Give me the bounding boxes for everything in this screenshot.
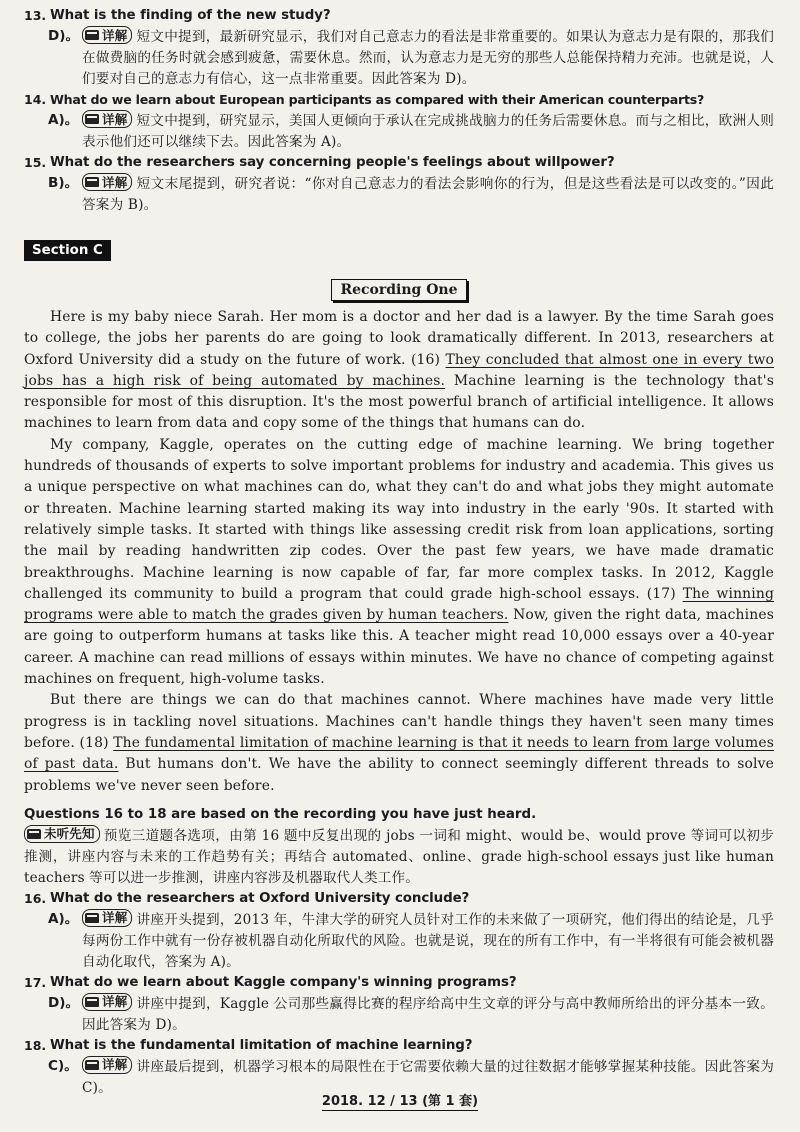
text-run: But humans don't. We have the ability to connect seemingly different threads to solve problems we've never seen before.	[24, 756, 774, 794]
question-number: 15.	[24, 155, 47, 170]
section-label: Section C	[24, 240, 111, 261]
explanation	[82, 909, 774, 973]
question-number: 13.	[24, 8, 47, 23]
answer-14	[48, 110, 774, 153]
text-run: My company, Kaggle, operates on the cutting edge of machine learning. We bring together hundreds of thousands of experts to solve important problems for industry and academia. This gives us a unique perspective on what machines can do, what they can't do and what jobs they might automate or threaten. Machine learning started making its way into industry in the early '90s. It started with relatively simple tasks. It started with things like assessing credit risk from loan applications, sorting the mail by reading handwritten zip codes. Over the past few years, we have made dramatic breakthroughs. Machine learning is now capable of far, far more complex tasks. In 2012, Kaggle challenged its community to build a program that could grade high-school essays. (17)	[24, 436, 774, 602]
underlined-answer-16: They concluded that almost one in every two jobs has a high risk of being automated by machines.	[24, 351, 774, 389]
tag-label: 详解	[102, 910, 128, 926]
top-questions	[24, 6, 774, 216]
explanation	[82, 173, 774, 216]
question-text: What is the fundamental limitation of machine learning?	[50, 1037, 473, 1053]
question-18	[24, 1036, 774, 1056]
explanation-text: 讲座中提到，Kaggle 公司那些赢得比赛的程序给高中生文章的评分与高中教师所给出的评分基本一致。因此答案为 D)。	[82, 995, 774, 1033]
question-17	[24, 973, 774, 993]
tag-label: 详解	[102, 1057, 128, 1073]
explanation	[82, 26, 774, 90]
book-icon	[85, 30, 99, 40]
preview-block	[24, 825, 774, 889]
question-number: 16.	[24, 890, 47, 906]
book-icon	[85, 1060, 99, 1070]
detail-tag	[82, 173, 132, 191]
answer-17	[48, 993, 774, 1036]
tag-label: 详解	[102, 27, 128, 43]
recording-transcript	[24, 307, 774, 797]
detail-tag	[82, 993, 132, 1011]
detail-tag	[82, 26, 132, 44]
answer-15	[48, 173, 774, 216]
detail-tag	[82, 909, 132, 927]
question-text: What do the researchers say concerning people's feelings about willpower?	[50, 155, 615, 170]
preview-text: 预览三道题各选项，由第 16 题中反复出现的 jobs 一词和 might、would be、would prove 等词可以初步推测，讲座内容与未来的工作趋势有关；再结合 automated、online、grade high-school essays just like human teachers 等可以进一步推测，讲座内容涉及机器取代人类工作。	[24, 827, 774, 886]
question-number: 14.	[24, 92, 47, 107]
page-footer	[0, 1090, 800, 1109]
bottom-questions	[24, 889, 774, 1099]
question-text: What do the researchers at Oxford University conclude?	[50, 890, 470, 906]
book-icon	[85, 913, 99, 923]
text-run: But there are things we can do that machines cannot. Where machines have made very little progress is in tackling novel situations. Machines can't handle things they haven't seen many times before. (18)	[24, 692, 774, 751]
answer-letter: D)。	[48, 28, 80, 44]
tag-label: 详解	[102, 994, 128, 1010]
explanation	[82, 110, 774, 153]
underlined-answer-18: The fundamental limitation of machine learning is that it needs to learn from large volumes of past data.	[24, 734, 774, 773]
text-run: Machine learning is the technology that's responsible for most of this disruption. It's the most powerful branch of artificial intelligence. It allows machines to learn from data and copy some of the things that humans can do.	[24, 372, 775, 432]
recording-title-wrap	[24, 279, 774, 301]
question-16	[24, 889, 774, 909]
answer-letter: A)。	[48, 910, 79, 927]
explanation-text: 短文中提到，最新研究显示，我们对自己意志力的看法是非常重要的。如果认为意志力是有限的，那我们在做费脑的任务时就会感到疲惫，需要休息。然而，认为意志力是无穷的那些人总能保持精力充沛。也就是说，人们要对自己的意志力有信心，这一点非常重要。因此答案为 D)。	[82, 29, 774, 87]
answer-13	[48, 26, 774, 90]
recording-paragraph-3	[24, 690, 774, 796]
answer-16	[48, 909, 774, 973]
question-text: What is the finding of the new study?	[50, 8, 331, 23]
book-icon	[85, 997, 99, 1007]
underlined-answer-17: The winning programs were able to match the grades given by human teachers.	[24, 585, 774, 624]
explanation-text: 短文中提到，研究显示，美国人更倾向于承认在完成挑战脑力的任务后需要休息。而与之相比，欧洲人则表示他们还可以继续下去。因此答案为 A)。	[82, 113, 774, 150]
answer-letter: C)。	[48, 1057, 78, 1074]
recording-title: Recording One	[331, 279, 466, 301]
recording-paragraph-2	[24, 435, 774, 691]
page-number: 2018. 12 / 13 (第 1 套)	[321, 1094, 479, 1109]
tag-label: 未听先知	[44, 826, 95, 842]
question-text: What do we learn about European participants as compared with their American counterparts?	[50, 92, 705, 107]
tag-label: 详解	[102, 111, 128, 127]
book-icon	[27, 829, 41, 839]
answer-letter: B)。	[48, 175, 79, 191]
detail-tag	[82, 110, 132, 128]
text-run: Now, given the right data, machines are going to outperform humans at tasks like this. A teacher might read 10,000 essays over a 40-year career. A machine can read millions of essays within minutes. We have no chance of competing against machines on frequent, high-volume tasks.	[24, 607, 774, 688]
preview-tag	[24, 825, 100, 843]
book-icon	[85, 114, 99, 124]
explanation	[82, 993, 774, 1036]
question-number: 18.	[24, 1037, 47, 1053]
tag-label: 详解	[102, 174, 128, 190]
explanation-text: 讲座最后提到，机器学习根本的局限性在于它需要依赖大量的过往数据才能够掌握某种技能。因此答案为 C)。	[82, 1058, 774, 1096]
questions-header: Questions 16 to 18 are based on the recording you have just heard.	[24, 806, 537, 822]
recording-paragraph-1	[24, 307, 774, 435]
explanation-text: 短文末尾提到，研究者说：“你对自己意志力的看法会影响你的行为，但是这些看法是可以改变的。”因此答案为 B)。	[82, 176, 774, 213]
question-number: 17.	[24, 974, 47, 990]
explanation-text: 讲座开头提到，2013 年，牛津大学的研究人员针对工作的未来做了一项研究，他们得出的结论是，几乎每两份工作中就有一份存被机器自动化所取代的风险。也就是说，现在的所有工作中，有一半将很有可能会被机器自动化取代，答案为 A)。	[82, 911, 774, 970]
question-14	[24, 90, 774, 110]
question-13	[24, 6, 774, 26]
question-text: What do we learn about Kaggle company's winning programs?	[50, 974, 517, 990]
text-run: Here is my baby niece Sarah. Her mom is a doctor and her dad is a lawyer. By the time Sarah goes to college, the jobs her parents do are going to look dramatically different. In 2013, researchers at Oxford University did a study on the future of work. (16)	[24, 309, 774, 368]
answer-letter: D)。	[48, 994, 80, 1011]
detail-tag	[82, 1056, 132, 1074]
answer-letter: A)。	[48, 112, 79, 128]
book-icon	[85, 177, 99, 187]
question-15	[24, 153, 774, 173]
